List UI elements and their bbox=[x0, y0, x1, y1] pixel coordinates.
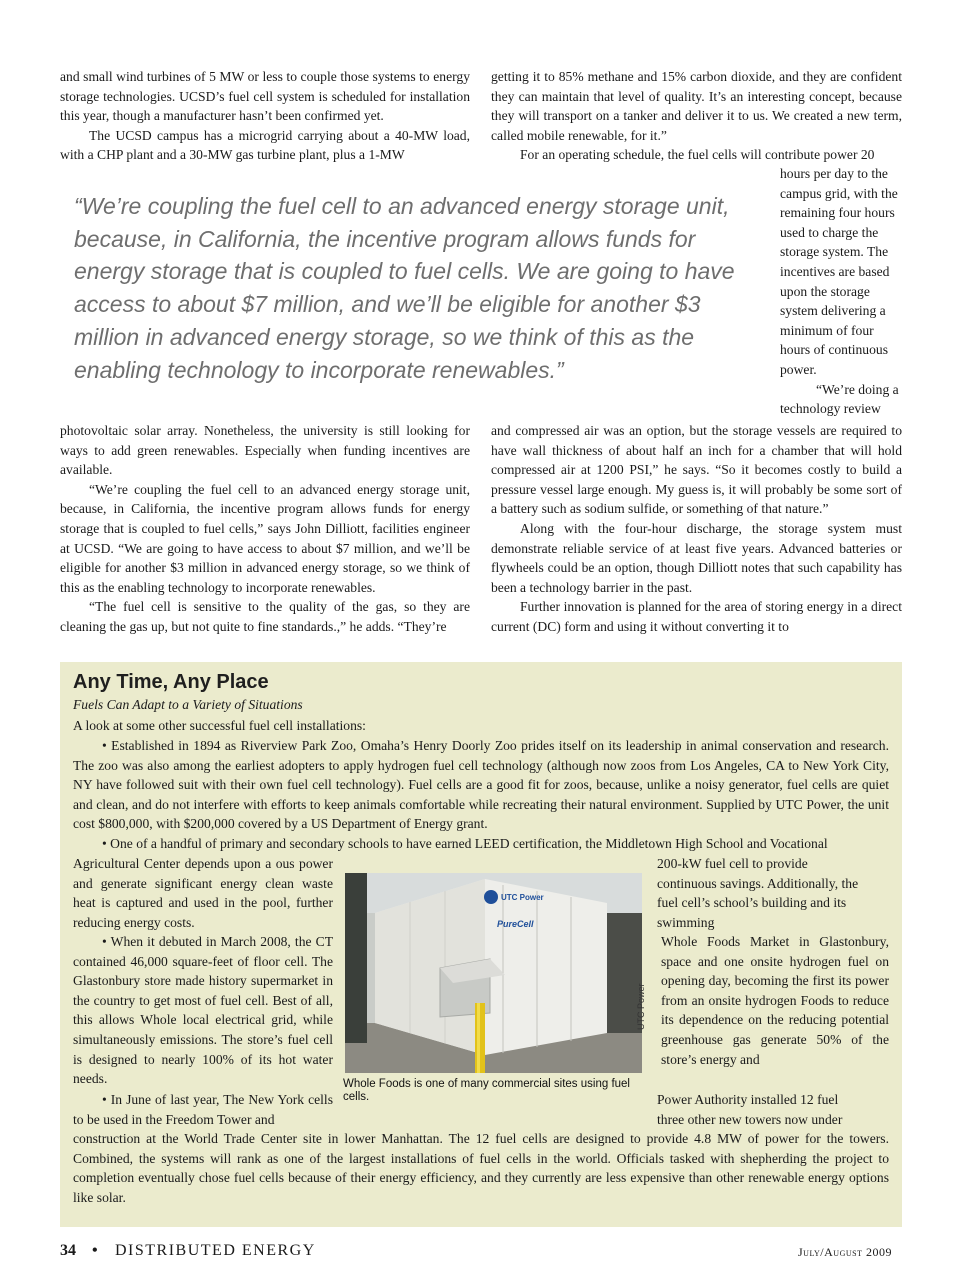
issue-date: July/August 2009 bbox=[798, 1245, 892, 1259]
paragraph: The UCSD campus has a microgrid carrying about a 40-MW load, with a CHP plant and a 30-MW gas turbine plant, plus a 1-MW bbox=[60, 127, 470, 163]
paragraph: “The fuel cell is sensitive to the quality of the gas, so they are cleaning the gas up, but not quite to fine standards.,” he adds. “They’re bbox=[60, 599, 470, 634]
paragraph: For an operating schedule, the fuel cells will contribute power 20 bbox=[520, 147, 875, 163]
paragraph: getting it to 85% methane and 15% carbon dioxide, and they are confident they can maintain that level of quality. It’s an interesting concept, because they will transport on a tanker and deliver it to us. We created a new term, called mobile renewable, for it.” bbox=[491, 69, 902, 143]
sidebar-ny-right: Power Authority installed 12 fuel three other new towers now under bbox=[657, 1092, 843, 1127]
sidebar-ny-left: • In June of last year, The New York cells to be used in the Freedom Tower and bbox=[73, 1092, 333, 1127]
sidebar-school-left: Agricultural Center depends upon a ous power and generate significant energy clean waste heat is captured and used in the pool, further reducing energy costs. bbox=[73, 856, 333, 930]
pull-quote: “We’re coupling the fuel cell to an advanced energy storage unit, because, in California, the incentive program allows funds for energy storage that is coupled to fuel cells. We are going to have access to about $7 million, and we’ll be eligible for another $3 million in advanced energy storage, so we think of this as the enabling technology to incorporate renewables.” bbox=[74, 193, 735, 383]
article-left-bottom bbox=[60, 421, 470, 637]
sidebar-title: Any Time, Any Place bbox=[73, 671, 269, 693]
article-left-top bbox=[60, 67, 470, 165]
paragraph: “We’re coupling the fuel cell to an advanced energy storage unit, because, in California, the incentive program allows funds for energy storage that is coupled to fuel cells,” says John Dilliott, facilities engineer at UCSD. “We are going to have access to about $7 million, and we’ll be eligible for another $3 million in advanced energy storage, so we think of this as the enabling technology to incorporate renewables. bbox=[60, 481, 470, 595]
photo-product-label: PureCell bbox=[497, 919, 534, 929]
sidebar-school-right: 200-kW fuel cell to provide continuous savings. Additionally, the fuel cell’s school’s building and its swimming bbox=[657, 856, 859, 930]
paragraph: “We’re doing a technology review bbox=[780, 381, 899, 417]
footer-bullet: • bbox=[92, 1242, 98, 1259]
paragraph: photovoltaic solar array. Nonetheless, the university is still looking for ways to add green renewables. Especially when funding incentives are available. bbox=[60, 423, 470, 478]
photo-brand-label: UTC Power bbox=[501, 893, 544, 902]
photo-credit: UTC Power bbox=[636, 983, 646, 1030]
paragraph: hours per day to the campus grid, with the remaining four hours used to charge the storage system. The incentives are based upon the storage system delivering a minimum of four hours of continuous power. bbox=[780, 166, 898, 377]
paragraph: and small wind turbines of 5 MW or less to couple those systems to energy storage technologies. UCSD’s fuel cell system is scheduled for installation this year, though a manufacturer hasn’t been confirmed yet. bbox=[60, 69, 470, 124]
article-right-top bbox=[491, 67, 902, 165]
article-right-bottom bbox=[491, 421, 902, 637]
paragraph: Along with the four-hour discharge, the storage system must demonstrate reliable service of at least five years. Advanced batteries or flywheels could be an option, though Dilliott notes that such capability has been a technology barrier in the past. bbox=[491, 520, 902, 595]
sidebar-wholefoods-left: • When it debuted in March 2008, the CT contained 46,000 square-feet of floor cell. The Glastonbury store made history supermarket in the country to get most of fuel cell. Best of all, this allows Whole local electrical grid, while simultaneously emissions. The store’s fuel cell is designed to nearly 100% of its hot water needs. bbox=[73, 934, 333, 1087]
sidebar-wholefoods-right: Whole Foods Market in Glastonbury, space and one onsite hydrogen fuel on opening day, becoming the first its power from an onsite hydrogen Foods to reduce its dependence on the reducing potential greenhouse gas generate 50% of the store’s energy and bbox=[661, 934, 889, 1067]
article-right-narrow bbox=[780, 164, 904, 419]
magazine-title: DISTRIBUTED ENERGY bbox=[115, 1242, 316, 1259]
sidebar-zoo-paragraph: • Established in 1894 as Riverview Park Zoo, Omaha’s Henry Doorly Zoo prides itself on its leadership in animal conservation and research. The zoo was also among the earliest adopters to apply hydrogen fuel cell technology (although now zoos from Los Angeles, CA to New York City, NY have followed suit with their own fuel cell technology). Fuel cells are a good fit for zoos, because, unlike a noisy generator, fuel cells are quiet and clean, and do not interfere with efforts to keep animals comfortable while recreating their natural environment. Supplied by UTC Power, the unit cost $800,000, with $200,000 covered by a US Department of Energy grant. bbox=[73, 738, 889, 832]
paragraph: Further innovation is planned for the area of storing energy in a direct current (DC) form and using it without converting it to bbox=[491, 599, 902, 634]
paragraph: and compressed air was an option, but the storage vessels are required to have wall thickness of about half an inch for a chamber that will hold compressed air at 1200 PSI,” he says. “So it becomes costly to build a pressure vessel large enough. My guess is, it will probably be some sort of a battery such as sodium sulfide, or something of that nature.” bbox=[491, 423, 902, 517]
sidebar-intro: A look at some other successful fuel cell installations: bbox=[73, 718, 366, 733]
sidebar-subtitle: Fuels Can Adapt to a Variety of Situations bbox=[73, 697, 303, 712]
fuel-cell-photo bbox=[345, 873, 642, 1073]
photo-caption: Whole Foods is one of many commercial sites using fuel cells. bbox=[343, 1078, 630, 1103]
sidebar-ny-paragraph: construction at the World Trade Center site in lower Manhattan. The 12 fuel cells are designed to provide 4.8 MW of power for the towers. Combined, the systems will rank as one of the largest installations of fuel cells in the world. Officials tasked with shepherding the project to completion eventually chose fuel cells because of their energy efficiency, and they currently are less expensive than other renewable energy options like solar. bbox=[73, 1131, 889, 1205]
page-number: 34 bbox=[60, 1242, 76, 1259]
sidebar-school-paragraph: • One of a handful of primary and secondary schools to have earned LEED certification, the Middletown High School and Vocational bbox=[102, 836, 828, 851]
